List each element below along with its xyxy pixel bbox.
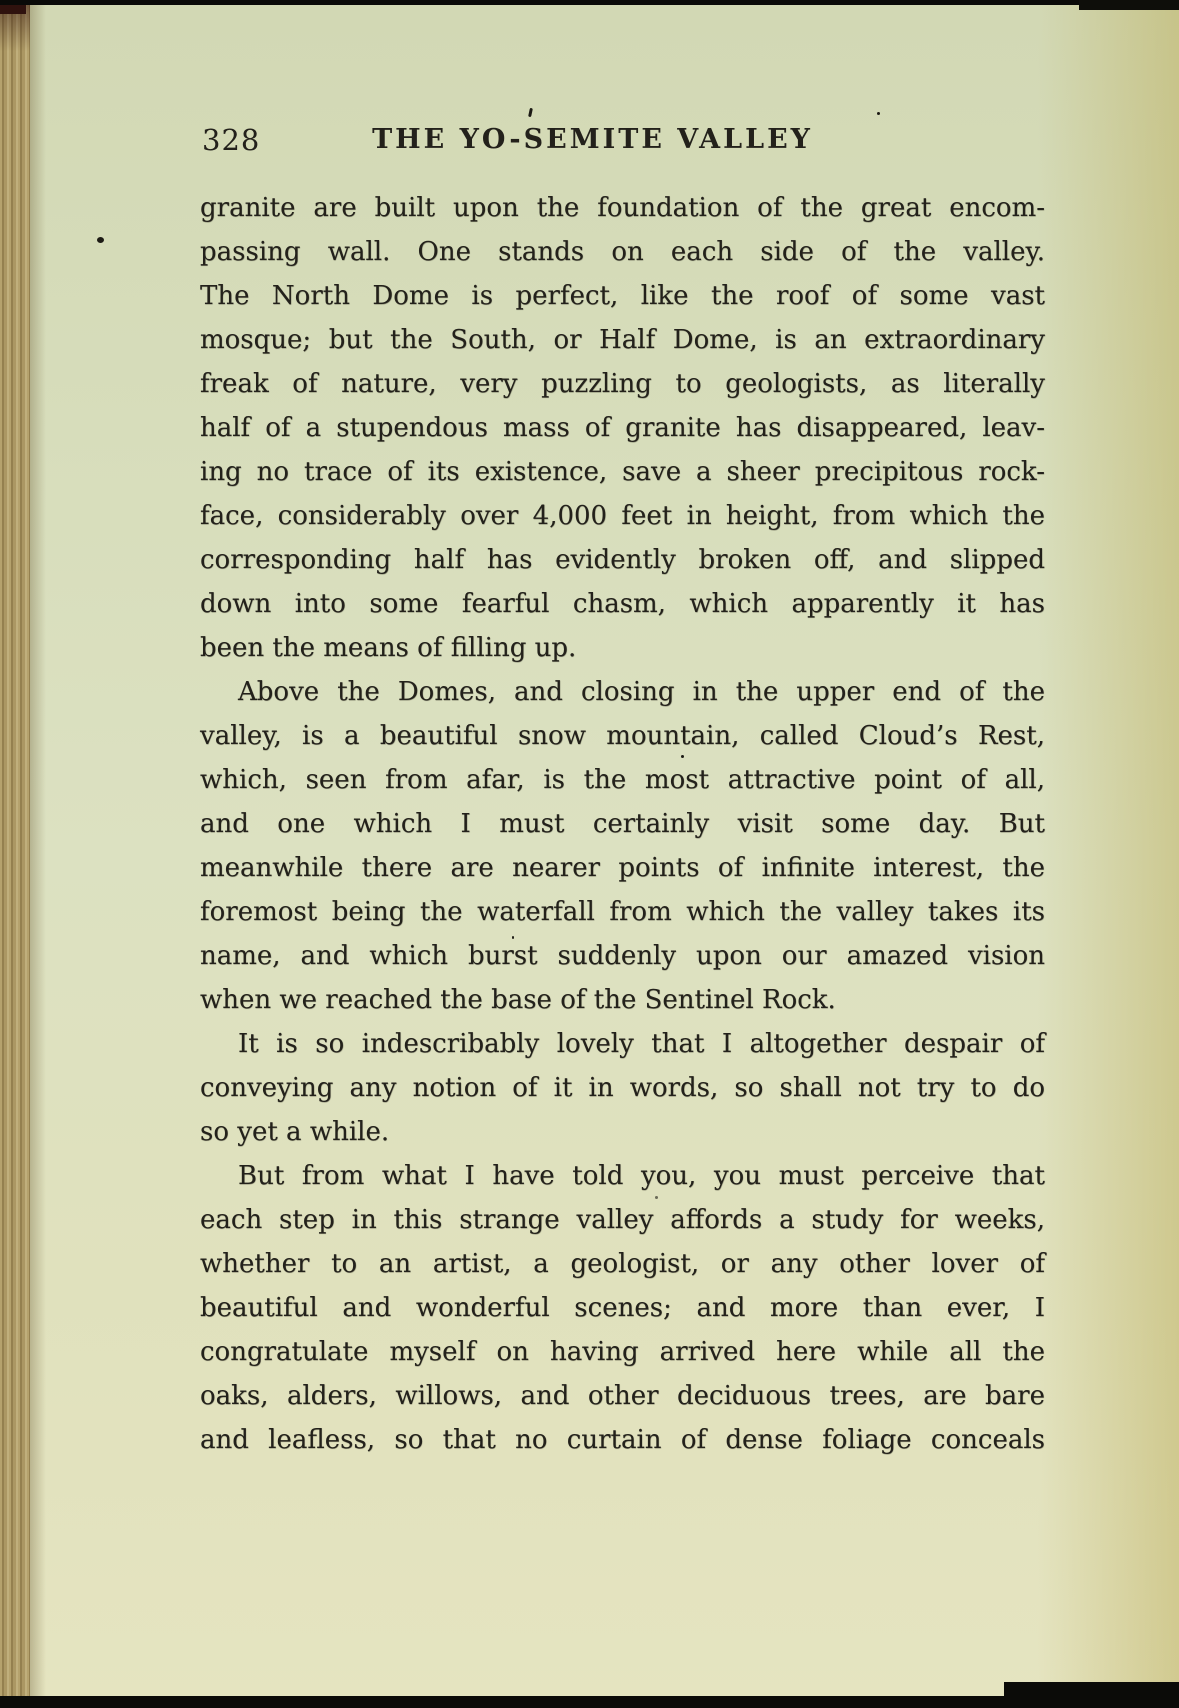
scan-speck (655, 1196, 658, 1199)
text-line: which, seen from afar, is the most attractive point of all, (200, 765, 1045, 795)
text-line: It is so indescribably lovely that I altogether despair of (238, 1029, 1045, 1059)
scan-edge-bottom (0, 1696, 1179, 1708)
page-header (200, 120, 1045, 160)
text-line: face, considerably over 4,000 feet in height, from which the (200, 501, 1045, 531)
text-line: so yet a while. (200, 1117, 390, 1147)
text-line: half of a stupendous mass of granite has disappeared, leav- (200, 413, 1045, 443)
text-line: oaks, alders, willows, and other deciduous trees, are bare (200, 1381, 1045, 1411)
scan-speck (877, 112, 880, 115)
text-line: been the means of filling up. (200, 633, 577, 663)
book-fore-edge (0, 0, 30, 1708)
text-line: The North Dome is perfect, like the roof of some vast (200, 281, 1045, 311)
page-body-text (200, 186, 1045, 1462)
text-line: meanwhile there are nearer points of infinite interest, the (200, 853, 1045, 883)
text-line: ing no trace of its existence, save a sheer precipitous rock- (200, 457, 1045, 487)
text-line: foremost being the waterfall from which the valley takes its (200, 897, 1045, 927)
scan-corner-bottom-right (1004, 1682, 1179, 1708)
page-number: 328 (202, 123, 261, 157)
scan-speck (97, 237, 104, 243)
text-line: beautiful and wonderful scenes; and more than ever, I (200, 1293, 1045, 1323)
running-header: THE YO-SEMITE VALLEY (372, 124, 813, 155)
text-line: corresponding half has evidently broken off, and slipped (200, 545, 1045, 575)
text-line: freak of nature, very puzzling to geologists, as literally (200, 369, 1045, 399)
scan-corner-top-right (1079, 0, 1179, 10)
scan-edge-top (0, 0, 1179, 5)
text-line: and leafless, so that no curtain of dense foliage conceals (200, 1425, 1045, 1455)
text-line: congratulate myself on having arrived here while all the (200, 1337, 1045, 1367)
text-line: name, and which burst suddenly upon our amazed vision (200, 941, 1045, 971)
text-line: valley, is a beautiful snow mountain, called Cloud’s Rest, (200, 721, 1045, 751)
text-line: when we reached the base of the Sentinel Rock. (200, 985, 836, 1015)
text-line: passing wall. One stands on each side of the valley. (200, 237, 1045, 267)
scan-speck (528, 108, 533, 117)
text-line: granite are built upon the foundation of the great encom- (200, 193, 1045, 223)
scan-speck (681, 755, 684, 758)
text-line: conveying any notion of it in words, so shall not try to do (200, 1073, 1045, 1103)
text-line: down into some fearful chasm, which apparently it has (200, 589, 1045, 619)
text-line: Above the Domes, and closing in the upper end of the (238, 677, 1045, 707)
text-line: But from what I have told you, you must perceive that (238, 1161, 1045, 1191)
text-line: each step in this strange valley affords a study for weeks, (200, 1205, 1045, 1235)
text-line: whether to an artist, a geologist, or any other lover of (200, 1249, 1045, 1279)
scan-speck (512, 936, 514, 939)
text-line: and one which I must certainly visit some day. But (200, 809, 1045, 839)
text-line: mosque; but the South, or Half Dome, is an extraordinary (200, 325, 1045, 355)
